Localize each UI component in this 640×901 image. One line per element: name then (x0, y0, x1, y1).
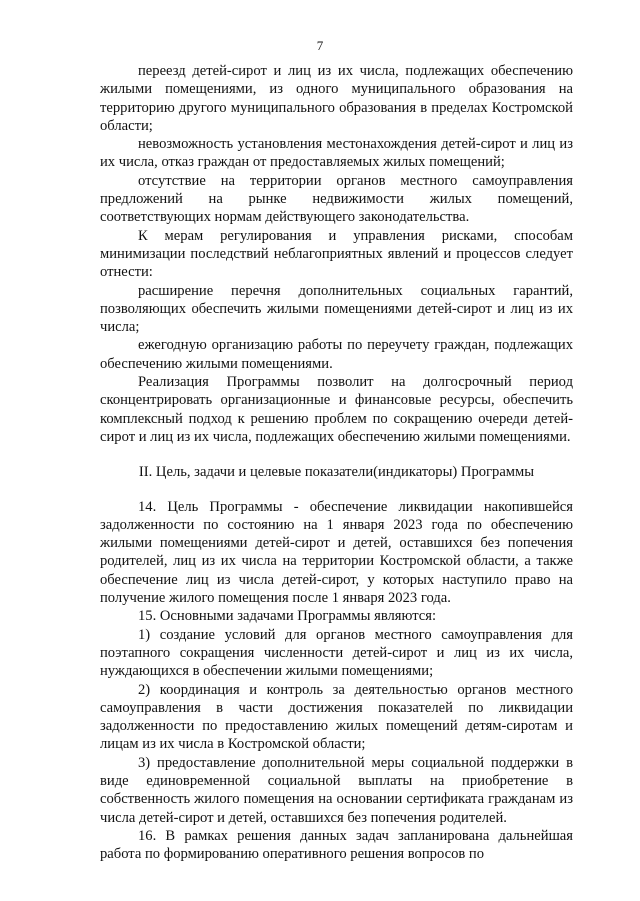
paragraph: невозможность установления местонахождения детей-сирот и лиц из их числа, отказ граждан от предоставляемых жилых помещений; (100, 136, 573, 171)
paragraph: ежегодную организацию работы по переучету граждан, подлежащих обеспечению жилыми помещениями. (100, 337, 573, 372)
document-body (100, 62, 573, 863)
paragraph: 16. В рамках решения данных задач запланирована дальнейшая работа по формированию оперативного решения вопросов по (100, 827, 573, 863)
paragraph: 14. Цель Программы - обеспечение ликвидации накопившейся задолженности по состоянию на 1 января 2023 года по обеспечению жилыми помещениями детей-сирот и детей, оставшихся без попечения родителей, лиц из их числа на территории Костромской области, а также обеспечение лиц из числа детей-сирот, у которых наступило право на получение жилого помещения после 1 января 2023 года. (100, 498, 573, 607)
paragraph: 15. Основными задачами Программы являются: (138, 608, 437, 625)
paragraph: отсутствие на территории органов местного самоуправления предложений на рынке недвижимости жилых помещений, соответствующих нормам действующего законодательства. (100, 172, 573, 226)
paragraph: Реализация Программы позволит на долгосрочный период сконцентрировать организационные и финансовые ресурсы, обеспечить комплексный подход к решению проблем по сокращению очереди детей-сирот и лиц из их числа, подлежащих обеспечению жилыми помещениями. (100, 374, 573, 445)
paragraph: 3) предоставление дополнительной меры социальной поддержки в виде единовременной социальной выплаты на приобретение в собственность жилого помещения на основании сертификата гражданам из числа детей-сирот и детей, оставшихся без попечения родителей. (100, 754, 573, 826)
paragraph: переезд детей-сирот и лиц из их числа, подлежащих обеспечению жилыми помещениями, из одного муниципального образования на территорию другого муниципального образования в пределах Костромской области; (100, 63, 573, 134)
page-number: 7 (316, 38, 324, 53)
paragraph: 1) создание условий для органов местного самоуправления для поэтапного сокращения численности детей-сирот и лиц из их числа, нуждающихся в обеспечении жилыми помещениями; (100, 626, 573, 680)
section-heading: II. Цель, задачи и целевые показатели(индикаторы) Программы (138, 464, 535, 481)
paragraph: расширение перечня дополнительных социальных гарантий, позволяющих обеспечить жилыми помещениями детей-сирот и лиц из их числа; (100, 282, 573, 336)
paragraph: К мерам регулирования и управления рисками, способам минимизации последствий неблагоприятных явлений и процессов следует отнести: (100, 227, 573, 281)
paragraph: 2) координация и контроль за деятельностью органов местного самоуправления в части достижения показателей по ликвидации задолженности по предоставлению жилых помещений детям-сиротам и лицам из их числа в Костромской области; (100, 681, 573, 753)
